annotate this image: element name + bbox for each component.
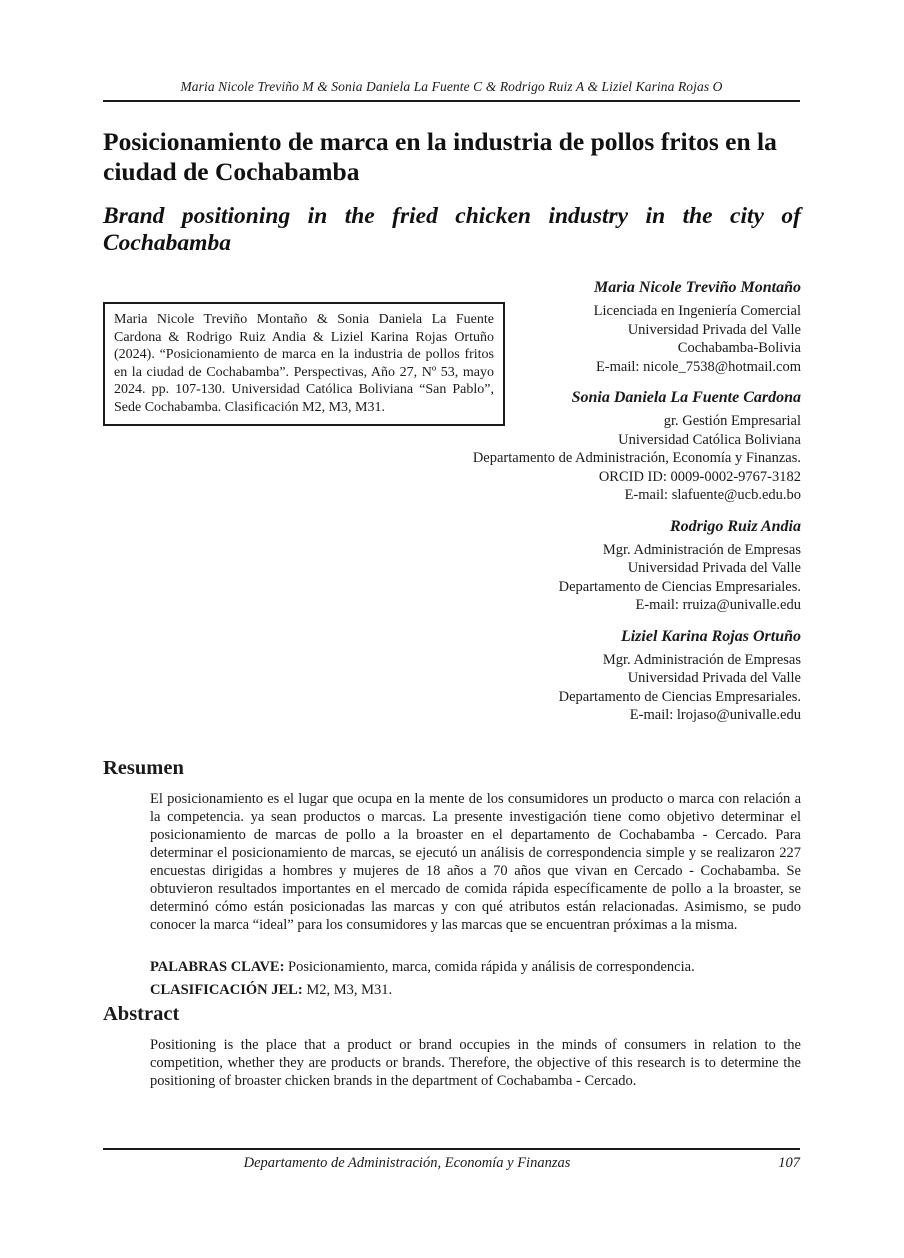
abstract-body: Positioning is the place that a product or brand occupies in the minds of consumers in relation to the competition, whether they are products or brands. Therefore, the objective of this research is to determine the positioning of broaster chicken brands in the department of Cochabamba - Cercado. [150, 1037, 801, 1089]
keywords [150, 958, 801, 976]
author-degree: Mgr. Administración de Empresas [602, 541, 801, 558]
citation-box: Maria Nicole Treviño Montaño & Sonia Daniela La Fuente Cardona & Rodrigo Ruiz Andia & Liziel Karina Rojas Ortuño (2024). “Posicionamiento de marca en la industria de pollos fritos en la ciudad de Cochabamba”. Perspectivas, Año 27, Nº 53, mayo 2024. pp. 107-130. Universidad Católica Boliviana “San Pablo”, Sede Cochabamba. Clasificación M2, M3, M31. [103, 302, 505, 426]
author-department: Departamento de Administración, Economía y Finanzas. [472, 450, 801, 466]
article-title-spanish: Posicionamiento de marca en la industria de pollos fritos en la ciudad de Cochabamba [103, 127, 777, 186]
author-email: E-mail: nicole_7538@hotmail.com [595, 358, 801, 375]
article-title-english: Brand positioning in the fried chicken industry in the city of Cochabamba [103, 203, 801, 256]
page-number: 107 [778, 1155, 800, 1171]
author-institution: Universidad Católica Boliviana [618, 431, 801, 448]
author-location: Cochabamba-Bolivia [677, 340, 801, 356]
jel-classification [150, 981, 801, 999]
author-affiliations [341, 277, 801, 736]
author-email: E-mail: rruiza@univalle.edu [635, 597, 801, 613]
author-institution: Universidad Privada del Valle [627, 321, 801, 338]
author-block [341, 277, 801, 376]
resumen-body: El posicionamiento es el lugar que ocupa en la mente de los consumidores un producto o marca con relación a la competencia. ya sean productos o marcas. La presente investigación tiene como objetivo determinar el posicionamiento de marcas de pollo a la broaster en el departamento de Cochabamba - Cercado. Para determinar el posicionamiento de marcas, se ejecutó un análisis de correspondencia simple y se realizaron 227 encuestas dirigidas a hombres y mujeres de 18 años a 70 años que vivan en Cercado - Cochabamba. Se obtuvieron resultados importantes en el mercado de comida rápida específicamente de pollo a la broaster, se determinó cómo están posicionadas las marcas y con qué atributos están relacionadas. Asimismo, se pudo conocer la marca “ideal” para los consumidores y las marcas que se encuentran próximas a la misma. [150, 791, 801, 933]
author-name: Rodrigo Ruiz Andia [669, 517, 801, 535]
header-rule [103, 100, 800, 102]
abstract-heading: Abstract [103, 1003, 180, 1025]
running-head: Maria Nicole Treviño M & Sonia Daniela La Fuente C & Rodrigo Ruiz A & Liziel Karina Rojas O [180, 79, 723, 94]
author-degree: gr. Gestión Empresarial [663, 413, 801, 429]
author-block [341, 387, 801, 505]
author-degree: Licenciada en Ingeniería Comercial [593, 303, 801, 319]
author-institution: Universidad Privada del Valle [627, 560, 801, 576]
author-department: Departamento de Ciencias Empresariales. [558, 578, 801, 595]
author-name: Liziel Karina Rojas Ortuño [620, 627, 801, 645]
author-block [341, 626, 801, 725]
author-name: Maria Nicole Treviño Montaño [594, 279, 801, 296]
author-email: E-mail: lrojaso@univalle.edu [629, 707, 801, 723]
author-degree: Mgr. Administración de Empresas [602, 651, 801, 668]
author-block [341, 516, 801, 615]
jel-label: CLASIFICACIÓN JEL: [150, 982, 303, 998]
keywords-text: Posicionamiento, marca, comida rápida y análisis de correspondencia. [284, 959, 695, 975]
author-email: E-mail: slafuente@ucb.edu.bo [624, 487, 801, 503]
author-institution: Universidad Privada del Valle [627, 670, 801, 686]
author-orcid: ORCID ID: 0009-0002-9767-3182 [598, 468, 801, 485]
jel-text: M2, M3, M31. [302, 982, 393, 998]
author-name: Sonia Daniela La Fuente Cardona [571, 389, 801, 406]
resumen-heading: Resumen [103, 757, 184, 779]
author-department: Departamento de Ciencias Empresariales. [558, 688, 801, 705]
keywords-label: PALABRAS CLAVE: [150, 959, 285, 975]
footer-rule [103, 1148, 800, 1150]
footer-department: Departamento de Administración, Economía y Finanzas [243, 1155, 571, 1171]
